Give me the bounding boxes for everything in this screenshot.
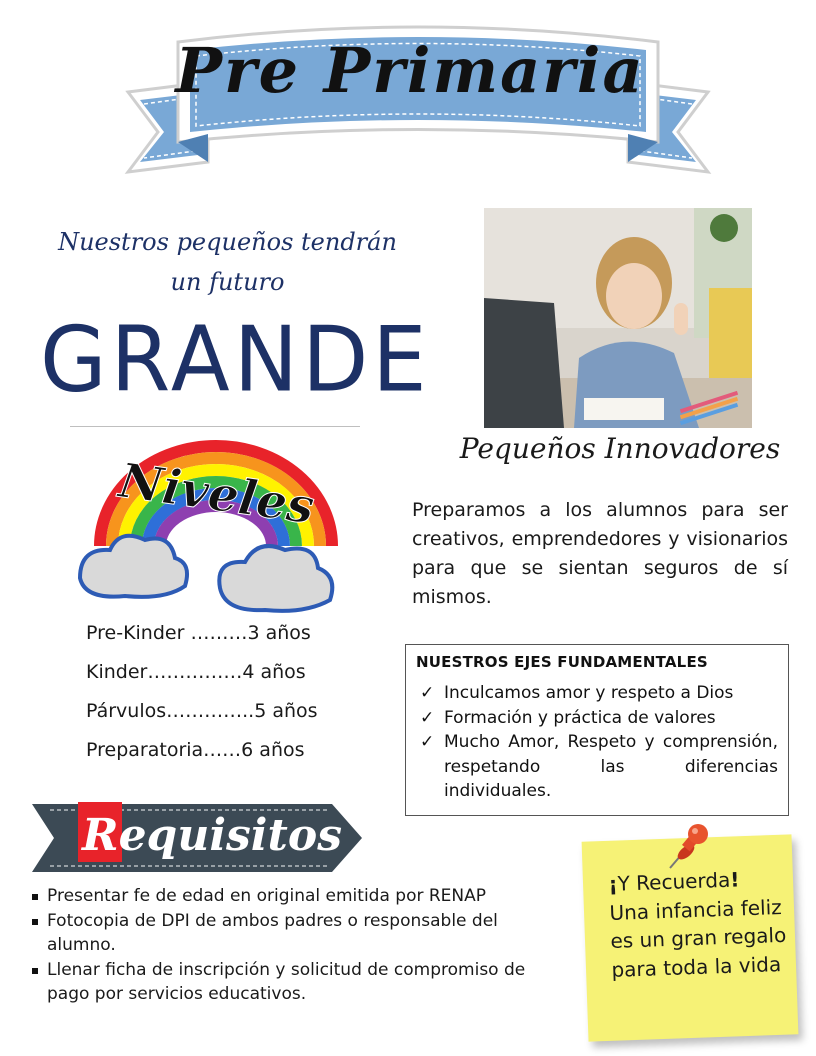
note-title: ¡Y Recuerda! xyxy=(608,867,740,896)
banner-title: Pre Primaria xyxy=(175,34,645,107)
levels-list xyxy=(86,618,386,774)
sticky-note-text xyxy=(608,864,792,984)
check-icon: ✓ xyxy=(420,683,435,703)
divider-line xyxy=(70,426,360,427)
intro-text xyxy=(30,222,425,302)
innovators-heading: Pequeños Innovadores xyxy=(459,432,781,465)
note-body: Una infancia feliz es un gran regalo para toda la vida xyxy=(609,894,787,982)
bullet-icon xyxy=(32,894,38,900)
check-icon: ✓ xyxy=(420,732,435,752)
grande-heading: GRANDE xyxy=(40,307,431,413)
ejes-item: ✓ Inculcamos amor y respeto a Dios xyxy=(416,681,778,706)
level-item: Párvulos…………..5 años xyxy=(86,700,318,722)
intro-line-1: Nuestros pequeños tendrán xyxy=(58,228,397,256)
ejes-title: NUESTROS EJES FUNDAMENTALES xyxy=(416,653,708,671)
ejes-list xyxy=(416,681,778,804)
bullet-icon xyxy=(32,919,38,925)
requisito-item: Llenar ficha de inscripción y solicitud de compromiso de pago por servicios educativos. xyxy=(30,958,550,1007)
rainbow-niveles-graphic xyxy=(70,428,362,616)
requisito-item: Fotocopia de DPI de ambos padres o responsable del alumno. xyxy=(30,909,550,958)
level-item: Preparatoria……6 años xyxy=(86,739,305,761)
level-item: Kinder……………4 años xyxy=(86,661,306,683)
intro-line-2: un futuro xyxy=(170,268,285,296)
requisito-item: Presentar fe de edad en original emitida por RENAP xyxy=(30,884,550,909)
requisitos-list xyxy=(30,884,550,1007)
bullet-icon xyxy=(32,968,38,974)
niveles-label: Niveles xyxy=(115,452,318,536)
ejes-item: ✓ Mucho Amor, Respeto y comprensión, respetando las diferencias individuales. xyxy=(420,732,778,801)
push-pin-icon xyxy=(664,822,714,872)
requisitos-title: Requisitos xyxy=(82,810,342,861)
check-icon: ✓ xyxy=(420,707,435,728)
child-photo xyxy=(484,208,752,428)
level-item: Pre-Kinder ………3 años xyxy=(86,622,311,644)
innovators-description: Preparamos a los alumnos para ser creativos, emprendedores y visionarios para que se sientan seguros de sí mismos. xyxy=(412,499,788,608)
ejes-fundamentales-box xyxy=(405,644,789,816)
ejes-item: ✓ Formación y práctica de valores xyxy=(416,706,778,731)
